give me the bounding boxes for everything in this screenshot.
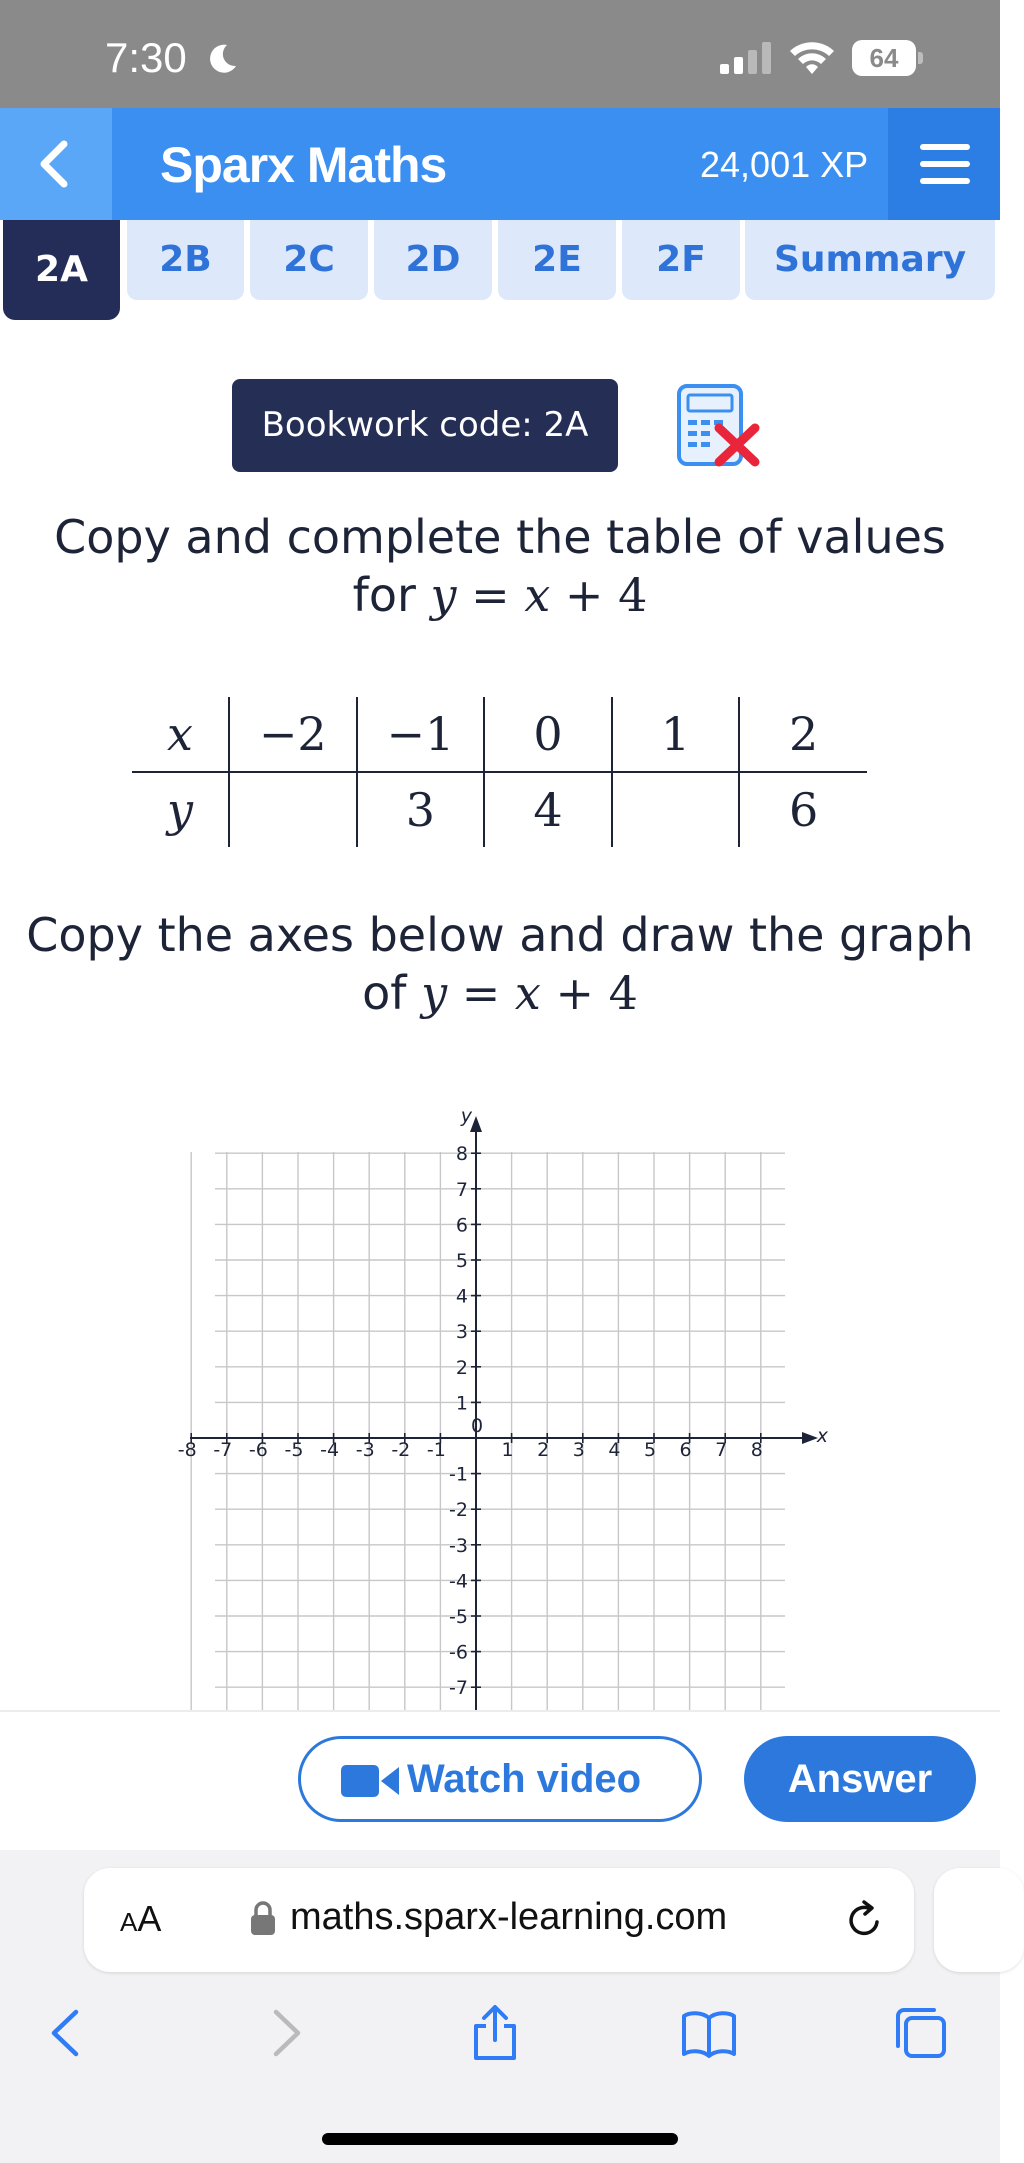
browser-forward-icon[interactable] xyxy=(256,2004,314,2062)
tab-2f[interactable]: 2F xyxy=(622,220,740,300)
menu-button[interactable] xyxy=(888,108,1000,220)
video-camera-icon xyxy=(341,1763,399,1799)
x-tick-label: 2 xyxy=(537,1439,550,1461)
y-tick-label: 1 xyxy=(455,1392,468,1415)
calculator-not-allowed-icon xyxy=(675,382,765,472)
browser-back-icon[interactable] xyxy=(38,2004,96,2062)
tab-2c[interactable]: 2C xyxy=(250,220,368,300)
tab-2b[interactable]: 2B xyxy=(127,220,244,300)
x-tick-label: 7 xyxy=(715,1439,728,1461)
question-2-prefix: of xyxy=(362,966,407,1020)
y-value-cell: 3 xyxy=(357,772,485,847)
question-1-line1: Copy and complete the table of values xyxy=(54,510,946,564)
question-instruction-2 xyxy=(0,908,1000,1020)
y-tick-label: -4 xyxy=(449,1570,468,1593)
table-row-y xyxy=(132,772,867,847)
y-tick-label: 7 xyxy=(455,1178,468,1201)
y-tick-label: 2 xyxy=(455,1356,468,1379)
task-tabs xyxy=(0,220,1000,320)
y-tick-label: -5 xyxy=(449,1606,468,1628)
lock-icon xyxy=(250,1900,276,1936)
hamburger-menu-icon xyxy=(920,140,970,188)
eq-plus: + xyxy=(555,966,594,1020)
app-header xyxy=(0,108,1000,220)
grid-svg xyxy=(177,1100,830,1712)
x-tick-label: -7 xyxy=(213,1439,233,1461)
y-tick-label: -2 xyxy=(449,1499,468,1522)
x-tick-label: 8 xyxy=(750,1439,763,1461)
y-row-header: y xyxy=(166,783,193,837)
watch-video-button[interactable] xyxy=(298,1736,702,1822)
x-tick-label: -1 xyxy=(426,1439,446,1461)
y-tick-label: 6 xyxy=(455,1214,468,1237)
eq-const: 4 xyxy=(608,966,638,1020)
x-tick-label: 5 xyxy=(643,1439,657,1461)
x-tick-label: -4 xyxy=(320,1439,340,1461)
reload-icon[interactable] xyxy=(844,1900,884,1940)
x-tick-label: -2 xyxy=(391,1439,411,1461)
y-value-cell: 6 xyxy=(739,772,867,847)
eq-plus: + xyxy=(564,568,604,622)
table-row-x xyxy=(132,697,867,772)
x-tick-label: -6 xyxy=(248,1439,268,1461)
x-row-header: x xyxy=(132,697,229,772)
tab-2d[interactable]: 2D xyxy=(374,220,492,300)
eq-var: x xyxy=(524,568,551,622)
y-value-cell: 4 xyxy=(484,772,612,847)
home-indicator xyxy=(322,2133,678,2145)
question-1-line2 xyxy=(0,568,1000,622)
status-time: 7:30 xyxy=(105,34,187,81)
next-tab-preview[interactable] xyxy=(934,1868,1024,1972)
x-tick-label: -5 xyxy=(284,1439,304,1461)
address-bar[interactable] xyxy=(84,1868,914,1972)
app-title: Sparx Maths xyxy=(160,137,447,193)
signal-icon xyxy=(718,42,774,74)
eq-equals: = xyxy=(461,966,501,1020)
eq-equals: = xyxy=(471,568,510,622)
eq-lhs: y xyxy=(430,568,457,622)
bookmarks-icon[interactable] xyxy=(680,2004,738,2062)
coordinate-grid xyxy=(177,1100,830,1712)
x-axis-label: x xyxy=(816,1425,828,1447)
wifi-icon xyxy=(788,38,836,76)
x-value-cell: 1 xyxy=(612,697,740,772)
moon-icon xyxy=(205,42,239,76)
y-tick-label: -7 xyxy=(449,1677,468,1700)
x-value-cell: −1 xyxy=(357,697,485,772)
text-size-button[interactable] xyxy=(120,1898,161,1940)
action-bar xyxy=(0,1710,1000,1850)
question-1-prefix: for xyxy=(352,568,416,622)
share-icon[interactable] xyxy=(466,2004,524,2062)
battery-level: 64 xyxy=(869,43,899,73)
x-value-cell: −2 xyxy=(229,697,357,772)
eq-var: x xyxy=(514,966,541,1020)
url-text: maths.sparx-learning.com xyxy=(290,1896,728,1938)
chevron-left-icon xyxy=(30,138,82,190)
tab-summary[interactable]: Summary xyxy=(745,220,995,300)
y-axis-label: y xyxy=(460,1105,472,1127)
bookwork-code: Bookwork code: 2A xyxy=(232,379,618,472)
y-value-cell xyxy=(229,772,357,847)
y-tick-label: -3 xyxy=(449,1534,468,1557)
status-bar xyxy=(0,0,1000,108)
x-tick-label: 4 xyxy=(608,1439,621,1461)
aa-large: A xyxy=(137,1898,162,1939)
back-button[interactable] xyxy=(0,108,112,220)
x-tick-label: 0 xyxy=(470,1415,484,1437)
x-tick-label: -8 xyxy=(177,1439,197,1461)
xp-counter: 24,001 XP xyxy=(700,144,869,185)
x-tick-label: -3 xyxy=(355,1439,375,1461)
x-tick-label: 1 xyxy=(501,1439,514,1461)
y-tick-label: 5 xyxy=(455,1250,468,1272)
y-tick-label: -6 xyxy=(449,1641,468,1664)
tabs-icon[interactable] xyxy=(892,2004,950,2062)
battery-indicator xyxy=(852,40,922,76)
question-1-equation xyxy=(431,568,648,622)
answer-button[interactable]: Answer xyxy=(744,1736,976,1822)
y-tick-label: 8 xyxy=(455,1143,468,1166)
x-tick-label: 3 xyxy=(572,1439,585,1461)
y-tick-label: 3 xyxy=(455,1321,468,1344)
browser-toolbar xyxy=(0,1850,1000,2163)
eq-const: 4 xyxy=(618,568,648,622)
y-tick-label: 4 xyxy=(455,1285,468,1308)
tab-2a[interactable]: 2A xyxy=(3,220,120,320)
question-2-line2 xyxy=(0,966,1000,1020)
eq-lhs: y xyxy=(421,966,448,1020)
question-2-equation xyxy=(421,966,638,1020)
question-instruction-1 xyxy=(0,510,1000,622)
table-of-values xyxy=(132,697,867,847)
x-value-cell: 2 xyxy=(739,697,867,772)
aa-small: A xyxy=(120,1907,138,1937)
y-tick-label: -1 xyxy=(449,1463,468,1486)
tab-2e[interactable]: 2E xyxy=(498,220,616,300)
y-value-cell xyxy=(612,772,740,847)
x-value-cell: 0 xyxy=(484,697,612,772)
watch-video-label: Watch video xyxy=(407,1757,642,1801)
question-2-line1: Copy the axes below and draw the graph xyxy=(26,908,974,962)
x-axis-arrow xyxy=(802,1432,818,1444)
x-tick-label: 6 xyxy=(679,1439,692,1461)
